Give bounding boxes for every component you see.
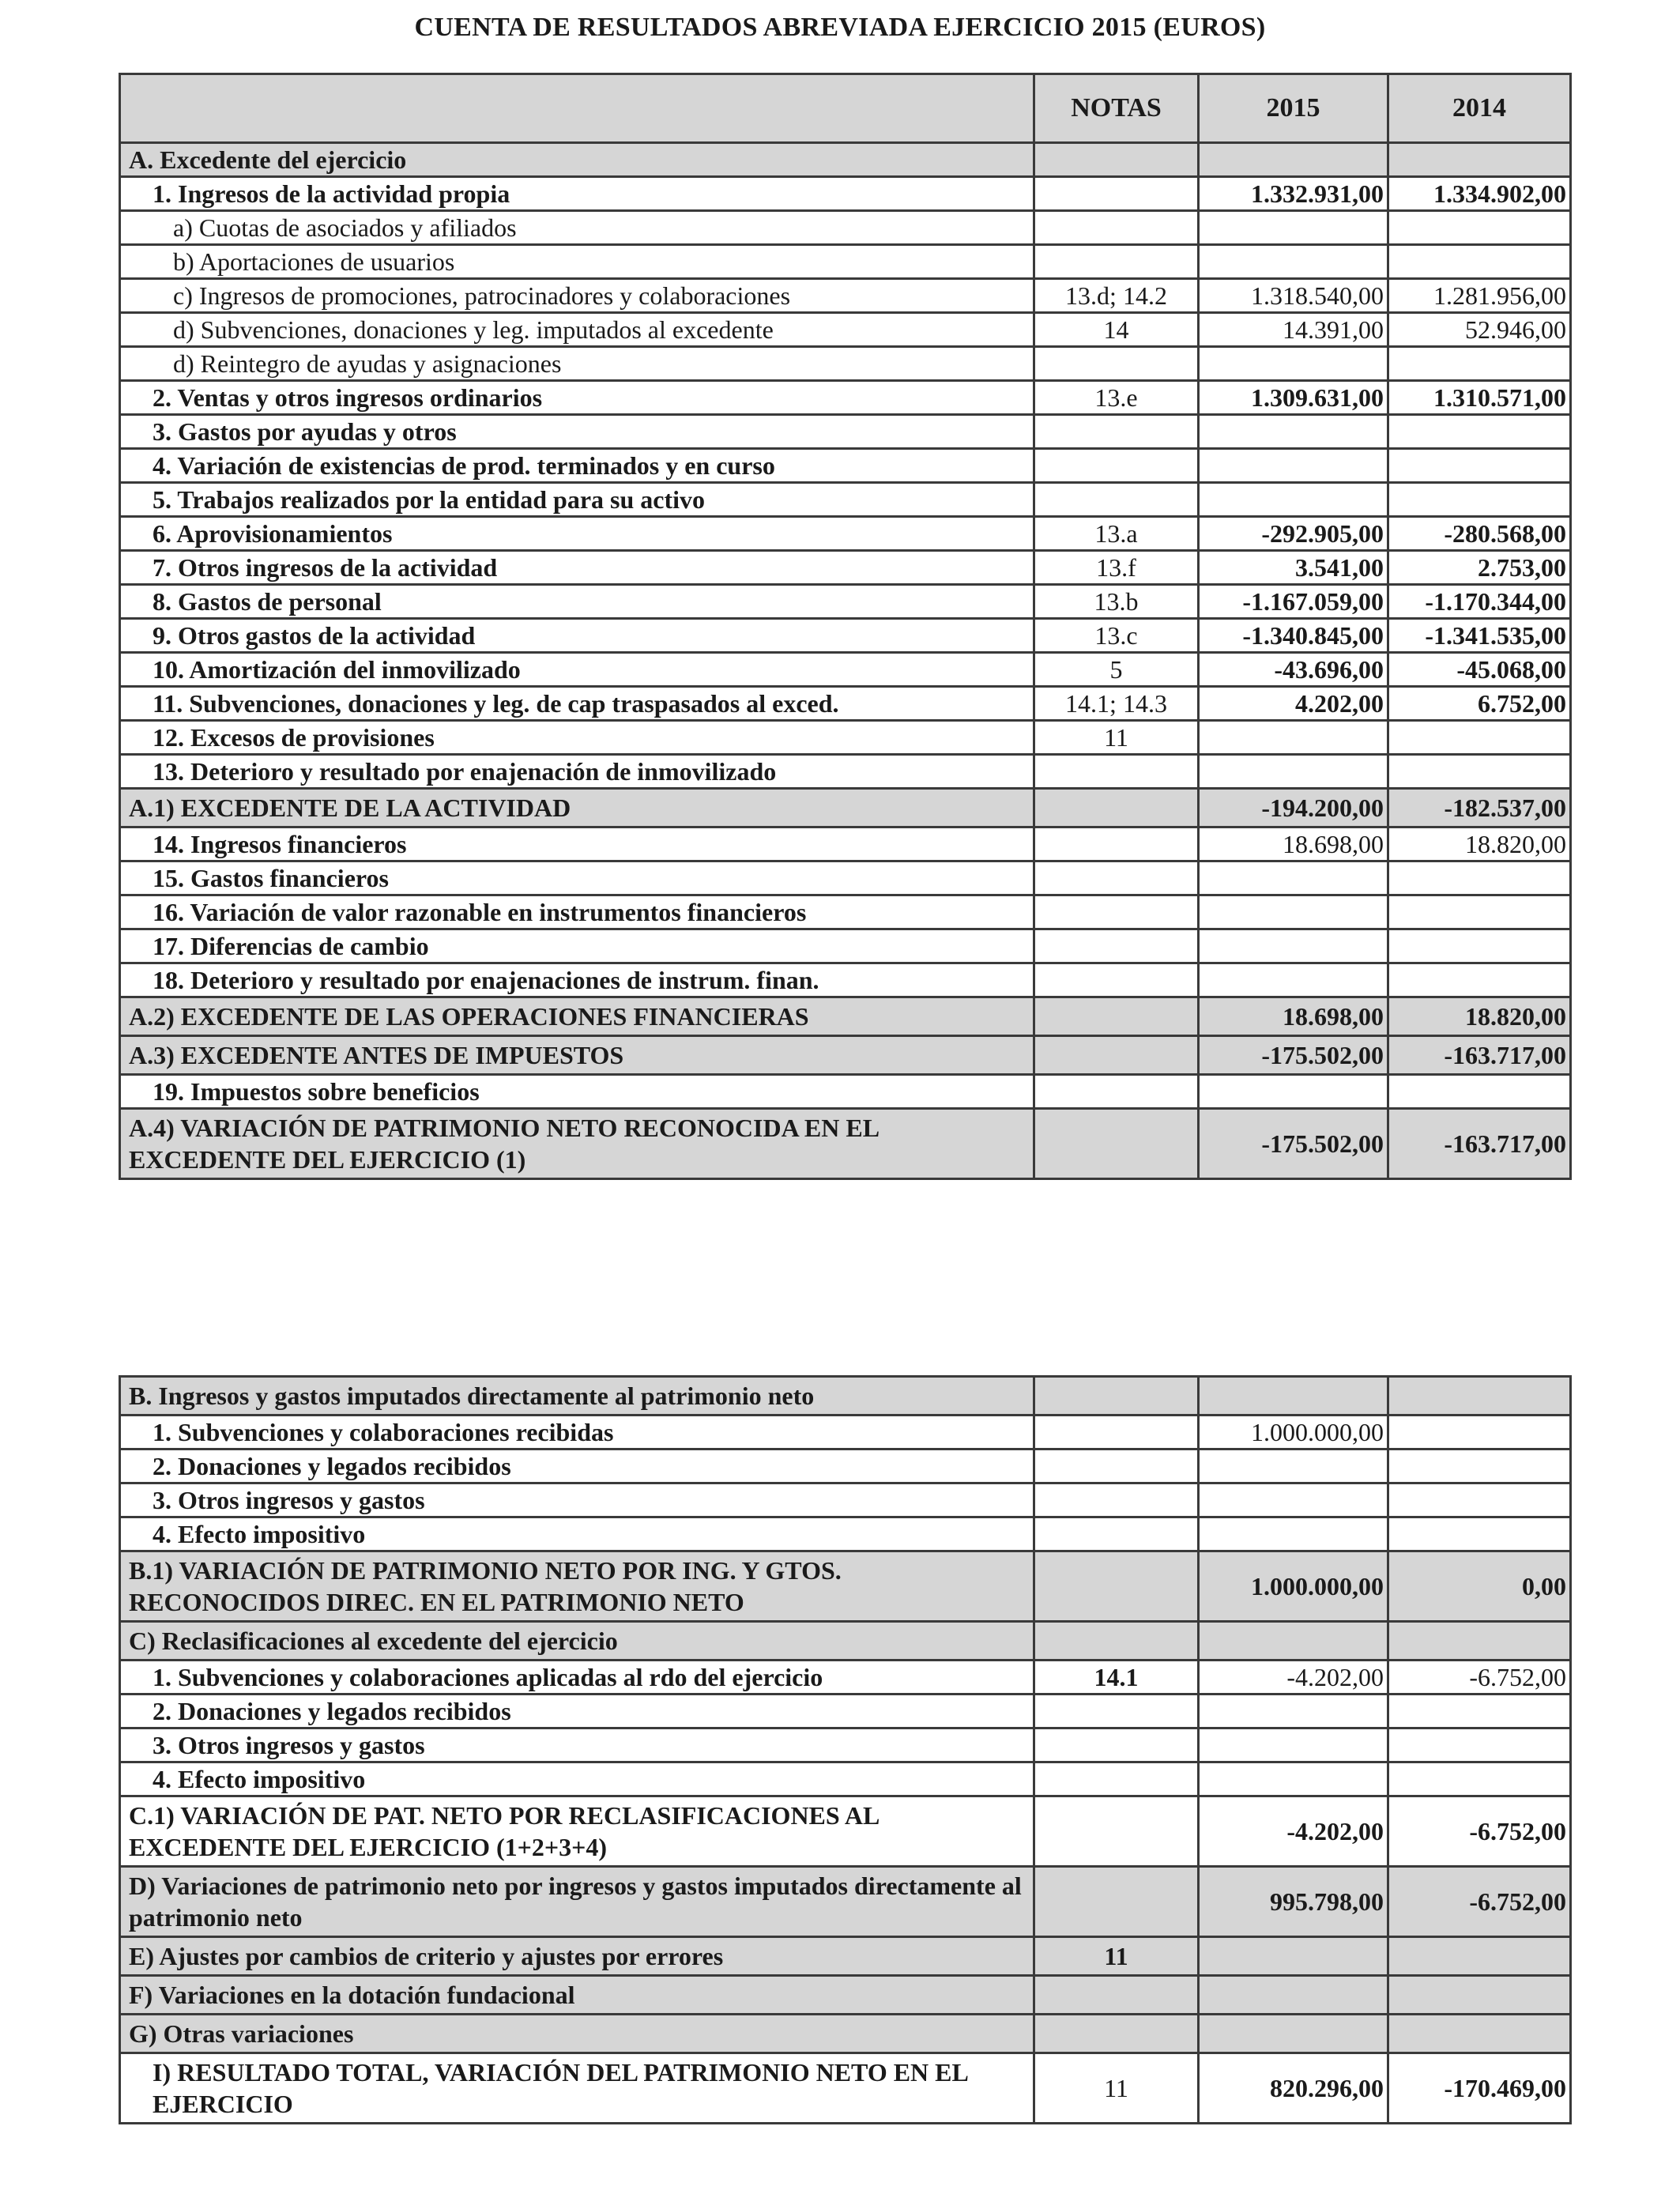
row-notas — [1034, 449, 1199, 483]
table-row — [120, 415, 1571, 449]
row-notas — [1034, 1867, 1199, 1937]
row-value-2014: -6.752,00 — [1388, 1867, 1571, 1937]
row-value-2014 — [1388, 755, 1571, 789]
row-value-2015 — [1199, 721, 1388, 755]
row-notas: 5 — [1034, 653, 1199, 687]
row-value-2015: 1.000.000,00 — [1199, 1416, 1388, 1449]
row-notas — [1034, 1377, 1199, 1416]
table-row — [120, 789, 1571, 827]
row-notas: 13.b — [1034, 585, 1199, 619]
row-notas: 11 — [1034, 721, 1199, 755]
row-label: d) Subvenciones, donaciones y leg. imputados al excedente — [120, 313, 1034, 347]
table-row — [120, 1109, 1571, 1179]
row-value-2015 — [1199, 449, 1388, 483]
table-row — [120, 687, 1571, 721]
row-notas — [1034, 2015, 1199, 2053]
row-value-2015: 1.318.540,00 — [1199, 279, 1388, 313]
row-value-2014 — [1388, 1416, 1571, 1449]
row-notas: 11 — [1034, 1937, 1199, 1976]
row-value-2015 — [1199, 1695, 1388, 1728]
row-value-2014: 18.820,00 — [1388, 827, 1571, 861]
header-notas: NOTAS — [1034, 74, 1199, 143]
row-value-2014 — [1388, 721, 1571, 755]
table-row — [120, 827, 1571, 861]
table-row — [120, 1483, 1571, 1517]
table-row — [120, 585, 1571, 619]
row-label: 13. Deterioro y resultado por enajenación de inmovilizado — [120, 755, 1034, 789]
row-value-2014 — [1388, 1976, 1571, 2015]
row-value-2015 — [1199, 1728, 1388, 1762]
row-value-2014 — [1388, 449, 1571, 483]
row-label: b) Aportaciones de usuarios — [120, 245, 1034, 279]
row-value-2014: 1.281.956,00 — [1388, 279, 1571, 313]
row-value-2014: -45.068,00 — [1388, 653, 1571, 687]
row-label: 9. Otros gastos de la actividad — [120, 619, 1034, 653]
table-row — [120, 1762, 1571, 1796]
row-value-2014: -6.752,00 — [1388, 1796, 1571, 1867]
row-value-2015 — [1199, 895, 1388, 929]
row-label: D) Variaciones de patrimonio neto por ingresos y gastos imputados directamente al patrimonio neto — [120, 1867, 1034, 1937]
row-notas — [1034, 789, 1199, 827]
row-value-2015: 3.541,00 — [1199, 551, 1388, 585]
row-value-2015: 4.202,00 — [1199, 687, 1388, 721]
row-value-2015 — [1199, 483, 1388, 517]
row-value-2014 — [1388, 929, 1571, 963]
table-row — [120, 551, 1571, 585]
row-value-2014: 18.820,00 — [1388, 997, 1571, 1036]
row-value-2015: -175.502,00 — [1199, 1109, 1388, 1179]
row-value-2014: -1.170.344,00 — [1388, 585, 1571, 619]
row-label: F) Variaciones en la dotación fundacional — [120, 1976, 1034, 2015]
table-row — [120, 2015, 1571, 2053]
row-notas — [1034, 347, 1199, 381]
row-value-2014: 1.310.571,00 — [1388, 381, 1571, 415]
row-value-2015 — [1199, 2015, 1388, 2053]
row-value-2015 — [1199, 1483, 1388, 1517]
row-notas — [1034, 177, 1199, 211]
table-row — [120, 1036, 1571, 1075]
row-value-2015: -175.502,00 — [1199, 1036, 1388, 1075]
row-notas: 11 — [1034, 2053, 1199, 2124]
row-label: 3. Gastos por ayudas y otros — [120, 415, 1034, 449]
row-notas — [1034, 211, 1199, 245]
row-notas — [1034, 1551, 1199, 1622]
row-label: c) Ingresos de promociones, patrocinadores y colaboraciones — [120, 279, 1034, 313]
row-value-2014 — [1388, 1483, 1571, 1517]
table-row — [120, 143, 1571, 177]
table-header-row — [120, 74, 1571, 143]
row-notas: 13.e — [1034, 381, 1199, 415]
row-value-2015 — [1199, 1976, 1388, 2015]
row-value-2015: 18.698,00 — [1199, 827, 1388, 861]
row-label: 6. Aprovisionamientos — [120, 517, 1034, 551]
row-value-2015 — [1199, 1449, 1388, 1483]
row-value-2014 — [1388, 483, 1571, 517]
row-value-2014 — [1388, 143, 1571, 177]
row-value-2015 — [1199, 1937, 1388, 1976]
row-label: G) Otras variaciones — [120, 2015, 1034, 2053]
row-value-2015: 1.309.631,00 — [1199, 381, 1388, 415]
table-row — [120, 1416, 1571, 1449]
row-notas — [1034, 997, 1199, 1036]
row-label: 7. Otros ingresos de la actividad — [120, 551, 1034, 585]
row-label: d) Reintegro de ayudas y asignaciones — [120, 347, 1034, 381]
row-notas: 13.a — [1034, 517, 1199, 551]
table-row — [120, 1377, 1571, 1416]
row-notas: 14.1 — [1034, 1661, 1199, 1695]
row-notas — [1034, 1796, 1199, 1867]
header-2014: 2014 — [1388, 74, 1571, 143]
table-row — [120, 963, 1571, 997]
table-row — [120, 619, 1571, 653]
row-label: 11. Subvenciones, donaciones y leg. de cap traspasados al exced. — [120, 687, 1034, 721]
row-value-2015: -292.905,00 — [1199, 517, 1388, 551]
table-row — [120, 929, 1571, 963]
row-value-2014 — [1388, 1762, 1571, 1796]
row-notas — [1034, 1517, 1199, 1551]
table-row — [120, 517, 1571, 551]
row-value-2014: 52.946,00 — [1388, 313, 1571, 347]
row-label: 1. Subvenciones y colaboraciones aplicadas al rdo del ejercicio — [120, 1661, 1034, 1695]
row-value-2014: 2.753,00 — [1388, 551, 1571, 585]
row-label: a) Cuotas de asociados y afiliados — [120, 211, 1034, 245]
row-label: 5. Trabajos realizados por la entidad para su activo — [120, 483, 1034, 517]
row-notas — [1034, 1762, 1199, 1796]
row-notas — [1034, 1728, 1199, 1762]
row-notas — [1034, 1075, 1199, 1109]
row-value-2014 — [1388, 1695, 1571, 1728]
header-concept — [120, 74, 1034, 143]
row-value-2015 — [1199, 415, 1388, 449]
row-value-2014: -6.752,00 — [1388, 1661, 1571, 1695]
row-value-2014: -280.568,00 — [1388, 517, 1571, 551]
table-row — [120, 1622, 1571, 1661]
table-row — [120, 1695, 1571, 1728]
row-value-2015 — [1199, 755, 1388, 789]
row-notas: 13.c — [1034, 619, 1199, 653]
row-value-2015: -1.340.845,00 — [1199, 619, 1388, 653]
row-label: B.1) VARIACIÓN DE PATRIMONIO NETO POR ING. Y GTOS. RECONOCIDOS DIREC. EN EL PATRIMONIO NETO — [120, 1551, 1034, 1622]
row-label: C) Reclasificaciones al excedente del ejercicio — [120, 1622, 1034, 1661]
income-statement-table — [119, 73, 1572, 1180]
row-value-2014 — [1388, 1377, 1571, 1416]
table-row — [120, 1976, 1571, 2015]
row-value-2014 — [1388, 895, 1571, 929]
row-label: 8. Gastos de personal — [120, 585, 1034, 619]
row-label: 16. Variación de valor razonable en instrumentos financieros — [120, 895, 1034, 929]
row-value-2014: 6.752,00 — [1388, 687, 1571, 721]
row-value-2014 — [1388, 1937, 1571, 1976]
row-value-2014: -182.537,00 — [1388, 789, 1571, 827]
row-notas — [1034, 1416, 1199, 1449]
row-notas — [1034, 929, 1199, 963]
row-label: 14. Ingresos financieros — [120, 827, 1034, 861]
table-row — [120, 755, 1571, 789]
table-row — [120, 1517, 1571, 1551]
table-row — [120, 1867, 1571, 1937]
table-row — [120, 279, 1571, 313]
row-notas — [1034, 1695, 1199, 1728]
row-label: 4. Efecto impositivo — [120, 1762, 1034, 1796]
row-notas — [1034, 143, 1199, 177]
table-row — [120, 347, 1571, 381]
row-value-2015: -4.202,00 — [1199, 1796, 1388, 1867]
row-value-2015 — [1199, 1622, 1388, 1661]
row-notas: 14 — [1034, 313, 1199, 347]
row-label: E) Ajustes por cambios de criterio y ajustes por errores — [120, 1937, 1034, 1976]
row-label: A.1) EXCEDENTE DE LA ACTIVIDAD — [120, 789, 1034, 827]
table-row — [120, 177, 1571, 211]
row-value-2014: -163.717,00 — [1388, 1036, 1571, 1075]
table-row — [120, 861, 1571, 895]
table-row — [120, 1728, 1571, 1762]
row-value-2014 — [1388, 1075, 1571, 1109]
row-value-2015 — [1199, 1377, 1388, 1416]
row-value-2015: -194.200,00 — [1199, 789, 1388, 827]
row-notas — [1034, 963, 1199, 997]
row-notas — [1034, 1483, 1199, 1517]
row-notas — [1034, 1449, 1199, 1483]
row-label: 17. Diferencias de cambio — [120, 929, 1034, 963]
table-row — [120, 653, 1571, 687]
table-row — [120, 1449, 1571, 1483]
row-notas — [1034, 1109, 1199, 1179]
table-row — [120, 1796, 1571, 1867]
row-value-2015: -4.202,00 — [1199, 1661, 1388, 1695]
row-value-2015: 1.000.000,00 — [1199, 1551, 1388, 1622]
row-value-2014 — [1388, 2015, 1571, 2053]
row-value-2014 — [1388, 963, 1571, 997]
table-row — [120, 313, 1571, 347]
row-notas — [1034, 1622, 1199, 1661]
row-notas — [1034, 827, 1199, 861]
row-label: 4. Variación de existencias de prod. terminados y en curso — [120, 449, 1034, 483]
row-value-2015: 1.332.931,00 — [1199, 177, 1388, 211]
table-row — [120, 449, 1571, 483]
row-notas — [1034, 895, 1199, 929]
row-value-2014 — [1388, 1449, 1571, 1483]
row-label: A.2) EXCEDENTE DE LAS OPERACIONES FINANCIERAS — [120, 997, 1034, 1036]
row-label: B. Ingresos y gastos imputados directamente al patrimonio neto — [120, 1377, 1034, 1416]
row-notas — [1034, 415, 1199, 449]
row-value-2015 — [1199, 861, 1388, 895]
row-value-2014 — [1388, 861, 1571, 895]
row-label: I) RESULTADO TOTAL, VARIACIÓN DEL PATRIMONIO NETO EN EL EJERCICIO — [120, 2053, 1034, 2124]
row-notas: 14.1; 14.3 — [1034, 687, 1199, 721]
row-label: 2. Donaciones y legados recibidos — [120, 1449, 1034, 1483]
row-value-2014: -170.469,00 — [1388, 2053, 1571, 2124]
page-title: CUENTA DE RESULTADOS ABREVIADA EJERCICIO 2015 (EUROS) — [414, 13, 1266, 42]
row-label: A.3) EXCEDENTE ANTES DE IMPUESTOS — [120, 1036, 1034, 1075]
header-2015: 2015 — [1199, 74, 1388, 143]
row-label: 10. Amortización del inmovilizado — [120, 653, 1034, 687]
row-label: 12. Excesos de provisiones — [120, 721, 1034, 755]
row-notas: 13.d; 14.2 — [1034, 279, 1199, 313]
row-value-2015: 18.698,00 — [1199, 997, 1388, 1036]
row-value-2015: 995.798,00 — [1199, 1867, 1388, 1937]
row-label: 2. Donaciones y legados recibidos — [120, 1695, 1034, 1728]
row-notas — [1034, 245, 1199, 279]
row-value-2014 — [1388, 1728, 1571, 1762]
row-value-2015 — [1199, 245, 1388, 279]
row-value-2015 — [1199, 211, 1388, 245]
row-value-2015 — [1199, 1517, 1388, 1551]
row-value-2014 — [1388, 245, 1571, 279]
table-row — [120, 483, 1571, 517]
row-value-2014: -1.341.535,00 — [1388, 619, 1571, 653]
table-row — [120, 2053, 1571, 2124]
table-row — [120, 1661, 1571, 1695]
row-value-2015 — [1199, 347, 1388, 381]
table-row — [120, 1551, 1571, 1622]
row-value-2014: -163.717,00 — [1388, 1109, 1571, 1179]
table-row — [120, 381, 1571, 415]
row-value-2014 — [1388, 415, 1571, 449]
row-label: A. Excedente del ejercicio — [120, 143, 1034, 177]
row-value-2014 — [1388, 347, 1571, 381]
row-label: 2. Ventas y otros ingresos ordinarios — [120, 381, 1034, 415]
row-label: A.4) VARIACIÓN DE PATRIMONIO NETO RECONOCIDA EN EL EXCEDENTE DEL EJERCICIO (1) — [120, 1109, 1034, 1179]
row-notas: 13.f — [1034, 551, 1199, 585]
table-row — [120, 895, 1571, 929]
row-notas — [1034, 1976, 1199, 2015]
row-label: 19. Impuestos sobre beneficios — [120, 1075, 1034, 1109]
row-value-2014: 0,00 — [1388, 1551, 1571, 1622]
row-value-2015: 820.296,00 — [1199, 2053, 1388, 2124]
table-row — [120, 1075, 1571, 1109]
row-value-2015 — [1199, 143, 1388, 177]
row-value-2015 — [1199, 963, 1388, 997]
row-value-2014 — [1388, 211, 1571, 245]
row-value-2015 — [1199, 1762, 1388, 1796]
table-row — [120, 721, 1571, 755]
row-label: 3. Otros ingresos y gastos — [120, 1728, 1034, 1762]
table-row — [120, 245, 1571, 279]
row-notas — [1034, 755, 1199, 789]
table-row — [120, 1937, 1571, 1976]
row-value-2014 — [1388, 1517, 1571, 1551]
row-value-2015: -1.167.059,00 — [1199, 585, 1388, 619]
row-value-2015 — [1199, 929, 1388, 963]
table-row — [120, 211, 1571, 245]
row-label: 4. Efecto impositivo — [120, 1517, 1034, 1551]
row-value-2015 — [1199, 1075, 1388, 1109]
row-value-2015: -43.696,00 — [1199, 653, 1388, 687]
row-label: 18. Deterioro y resultado por enajenaciones de instrum. finan. — [120, 963, 1034, 997]
row-value-2015: 14.391,00 — [1199, 313, 1388, 347]
row-value-2014: 1.334.902,00 — [1388, 177, 1571, 211]
row-notas — [1034, 861, 1199, 895]
equity-changes-table — [119, 1375, 1572, 2124]
row-notas — [1034, 1036, 1199, 1075]
row-label: 15. Gastos financieros — [120, 861, 1034, 895]
table-row — [120, 997, 1571, 1036]
row-label: 1. Ingresos de la actividad propia — [120, 177, 1034, 211]
row-label: 1. Subvenciones y colaboraciones recibidas — [120, 1416, 1034, 1449]
row-label: 3. Otros ingresos y gastos — [120, 1483, 1034, 1517]
row-label: C.1) VARIACIÓN DE PAT. NETO POR RECLASIFICACIONES AL EXCEDENTE DEL EJERCICIO (1+2+3+4) — [120, 1796, 1034, 1867]
row-value-2014 — [1388, 1622, 1571, 1661]
row-notas — [1034, 483, 1199, 517]
